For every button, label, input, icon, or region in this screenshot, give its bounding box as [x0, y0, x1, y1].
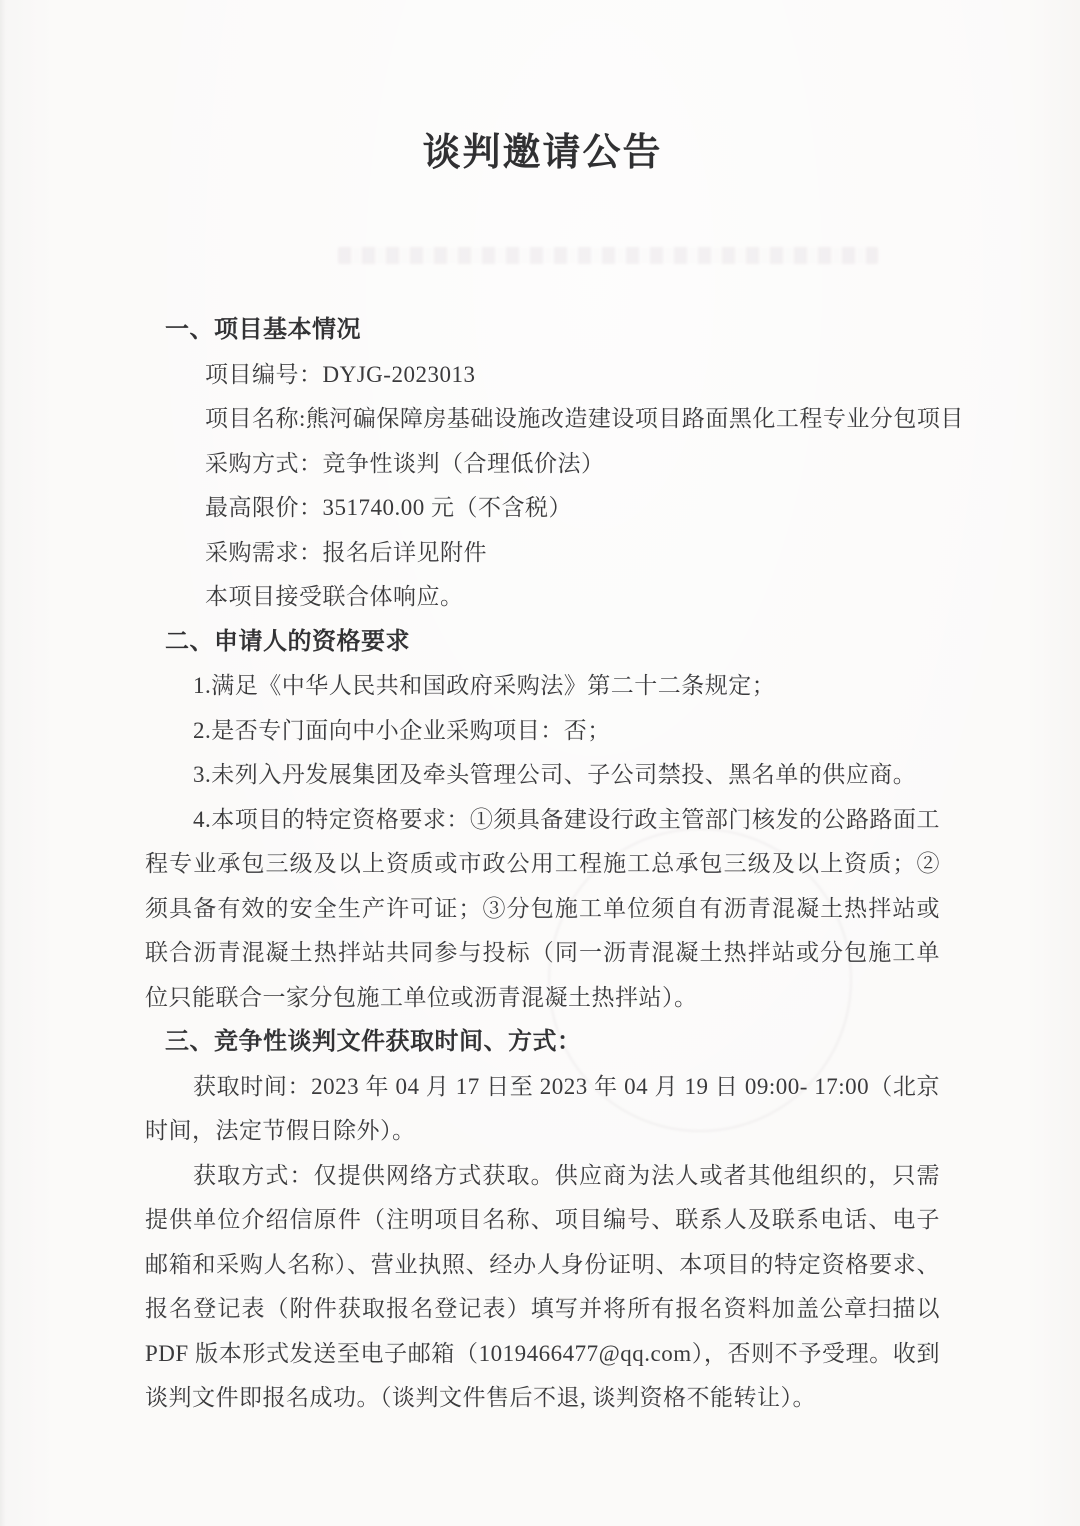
section2-heading: 二、申请人的资格要求 — [165, 627, 410, 655]
consortium-note-line: 本项目接受联合体响应。 — [205, 584, 464, 609]
section-document-acquisition — [145, 1020, 940, 1421]
project-number-line: 项目编号：DYJG-2023013 — [205, 361, 476, 387]
section3-heading: 三、竞争性谈判文件获取时间、方式： — [165, 1028, 582, 1055]
section1-heading: 一、项目基本情况 — [165, 316, 361, 343]
section-project-overview — [145, 308, 964, 620]
requirement-1: 1.满足《中华人民共和国政府采购法》第二十二条规定； — [193, 673, 776, 698]
max-price-line: 最高限价：351740.00 元（不含税） — [205, 495, 572, 520]
requirement-3: 3.未列入丹发展集团及牵头管理公司、子公司禁投、黑名单的供应商。 — [193, 762, 917, 787]
project-name-line: 项目名称:熊河碥保障房基础设施改造建设项目路面黑化工程专业分包项目 — [205, 406, 964, 431]
scan-edge-shadow — [0, 0, 6, 1526]
obtain-method-paragraph: 获取方式：仅提供网络方式获取。供应商为法人或者其他组织的，只需提供单位介绍信原件（注明项目名称、项目编号、联系人及联系电话、电子邮箱和采购人名称）、营业执照、经办人身份证明、本项目的特定资格要求、报名登记表（附件获取报名登记表）填写并将所有报名资料加盖公章扫描以 PDF 版本形式发送至电子邮箱（1019466477@qq.com），否则不予受理。收到谈判文件即报名成功。（谈判文件售后不退, 谈判资格不能转让）。 — [145, 1162, 940, 1410]
procurement-demand-line: 采购需求：报名后详见附件 — [205, 539, 487, 565]
page-title: 谈判邀请公告 — [422, 132, 663, 174]
requirement-2: 2.是否专门面向中小企业采购项目：否； — [193, 717, 611, 743]
section-applicant-qualifications — [145, 620, 940, 1021]
procurement-method-line: 采购方式：竞争性谈判（合理低价法） — [205, 450, 605, 476]
requirement-4: 4.本项目的特定资格要求：①须具备建设行政主管部门核发的公路路面工程专业承包三级及以上资质或市政公用工程施工总承包三级及以上资质；②须具备有效的安全生产许可证；③分包施工单位须自有沥青混凝土热拌站或联合沥青混凝土热拌站共同参与投标（同一沥青混凝土热拌站或分包施工单位只能联合一家分包施工单位或沥青混凝土热拌站）。 — [145, 806, 940, 1010]
obtain-time-paragraph: 获取时间：2023 年 04 月 17 日至 2023 年 04 月 19 日 09:00- 17:00（北京时间，法定节假日除外）。 — [145, 1073, 940, 1143]
document-content — [145, 0, 964, 1421]
